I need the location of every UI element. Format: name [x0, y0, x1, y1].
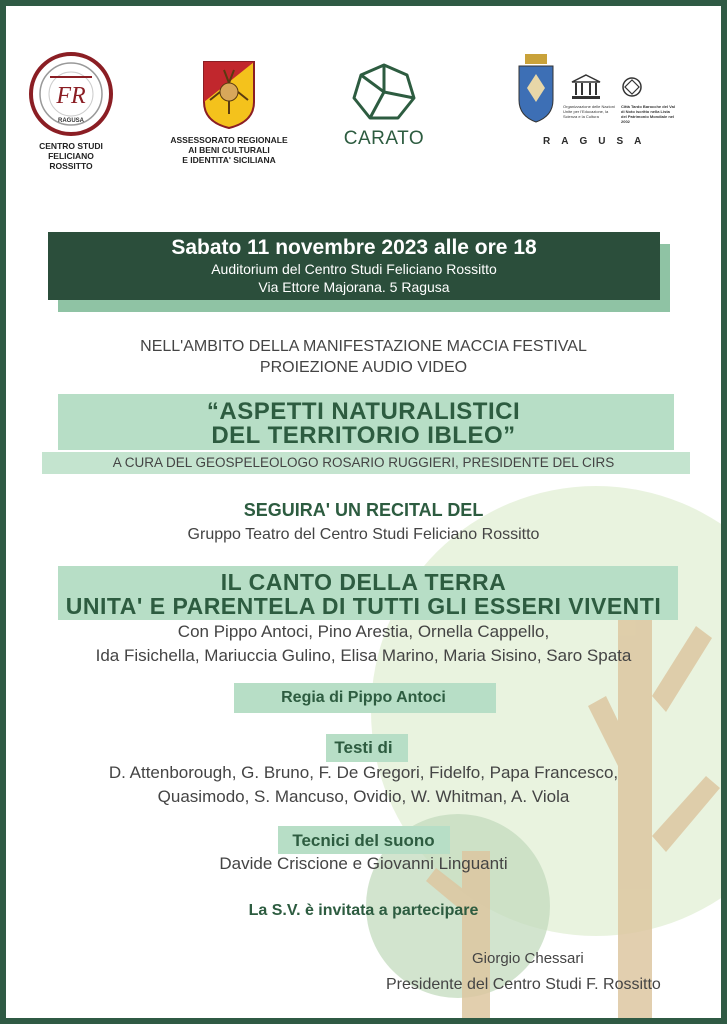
projection-title: “ASPETTI NATURALISTICI DEL TERRITORIO IBLEO”	[206, 398, 521, 449]
invitation-line: La S.V. è invitata a partecipare	[248, 902, 479, 919]
testi-authors: D. Attenborough, G. Bruno, F. De Gregori, Fidelfo, Papa Francesco, Quasimodo, S. Mancuso, Ovidio, W. Whitman, A. Viola	[108, 763, 619, 806]
cast-list: Con Pippo Antoci, Pino Arestia, Ornella Cappello, Ida Fisichella, Mariuccia Gulino, Elisa Marino, Maria Sisino, Saro Spata	[95, 622, 632, 665]
intro-block	[6, 336, 721, 378]
heritage-text: Città Tardo Barocche del Val di Noto iscritto nella Lista del Patrimonio Mondiale nel 2002	[621, 104, 675, 124]
logo-regione-sicilia	[164, 60, 294, 165]
seal-monogram: FR	[56, 83, 86, 109]
carato-label: CARATO	[343, 128, 425, 149]
projection-type-line: PROIEZIONE AUDIO VIDEO	[259, 359, 468, 376]
unesco-text: Organizzazione delle Nazioni Unite per l'Educazione, la Scienza e la Cultura	[563, 104, 615, 119]
regione-caption: ASSESSORATO REGIONALE AI BENI CULTURALI E IDENTITA' SICILIANA	[170, 135, 288, 165]
tecnici-names: Davide Criscione e Giovanni Linguanti	[219, 854, 508, 873]
event-address: Via Ettore Majorana. 5 Ragusa	[258, 279, 450, 295]
regione-shield	[202, 60, 256, 130]
event-date: Sabato 11 novembre 2023 alle ore 18	[171, 236, 537, 259]
recital-group: Gruppo Teatro del Centro Studi Feliciano Rossitto	[187, 526, 540, 543]
centro-studi-seal	[27, 50, 115, 138]
event-venue: Auditorium del Centro Studi Feliciano Rossitto	[211, 261, 497, 277]
world-heritage-icon	[621, 76, 643, 98]
testi-label: Testi di	[334, 738, 393, 757]
festival-line: NELL'AMBITO DELLA MANIFESTAZIONE MACCIA FESTIVAL	[140, 338, 587, 355]
carato-heptagon-icon	[351, 62, 417, 122]
signature-name: Giorgio Chessari	[472, 950, 584, 967]
regia-credit: Regia di Pippo Antoci	[281, 689, 446, 706]
recital-title: IL CANTO DELLA TERRA UNITA' E PARENTELA DI TUTTI GLI ESSERI VIVENTI	[65, 569, 662, 619]
logo-ragusa-unesco	[511, 50, 676, 150]
poster	[6, 6, 721, 1018]
logo-carato	[336, 62, 432, 150]
logo-centro-studi	[26, 50, 116, 171]
recital-heading: SEGUIRA' UN RECITAL DEL	[243, 500, 484, 520]
centro-studi-caption: CENTRO STUDI FELICIANO ROSSITTO	[39, 141, 103, 171]
date-banner	[48, 232, 660, 300]
tecnici-label: Tecnici del suono	[292, 831, 435, 850]
curator-line: A CURA DEL GEOSPELEOLOGO ROSARIO RUGGIERI, PRESIDENTE DEL CIRS	[112, 455, 615, 470]
signature-role: Presidente del Centro Studi F. Rossitto	[386, 976, 661, 993]
unesco-temple-icon	[571, 74, 601, 100]
seal-bottom-text: RAGUSA	[57, 118, 85, 124]
ragusa-coat-of-arms-icon	[515, 52, 557, 124]
ragusa-city-label: RAGUSA	[543, 136, 653, 147]
